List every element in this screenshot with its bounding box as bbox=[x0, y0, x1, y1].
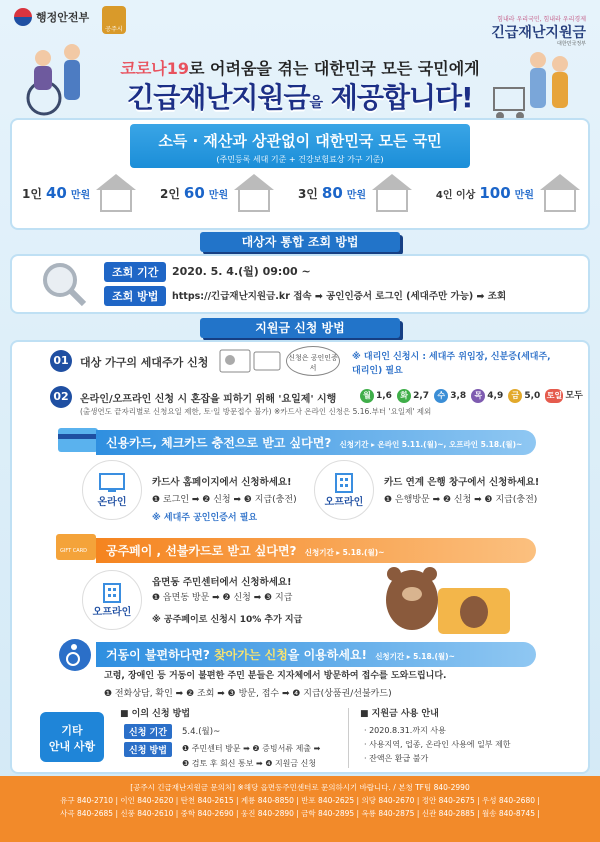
day-tue-digits: 2,7 bbox=[413, 391, 430, 401]
visit-band-c: 을 이용하세요! bbox=[287, 648, 367, 662]
objection-method-1: ❶ 주민센터 방문 ➡ ❷ 증빙서류 제출 ➡ bbox=[182, 744, 321, 753]
step-number-1: 01 bbox=[50, 350, 72, 372]
headline-highlight: 코로나19 bbox=[120, 59, 190, 78]
footer-line-1: [공주시 긴급재난지원금 문의처] ※해당 읍면동주민센터로 문의하시기 바랍니다. / 본청 TF팀 840-2990 bbox=[130, 783, 470, 792]
house-icon bbox=[538, 174, 582, 212]
headline-line2 bbox=[0, 76, 600, 116]
day-fri: 금 bbox=[508, 389, 522, 403]
online-title: 카드사 홈페이지에서 신청하세요! bbox=[152, 477, 292, 488]
footer-line-2: 유구 840-2710 | 이인 840-2620 | 탄천 840-2615 | 계룡 840-8850 | 반포 840-2625 | 의당 840-2670 | 정안 840-2675 | 우성 840-2680 | bbox=[60, 796, 540, 805]
offline-label: 오프라인 bbox=[324, 496, 364, 508]
day-wed-digits: 3,8 bbox=[450, 391, 467, 401]
objection-method-tag: 신청 방법 bbox=[124, 742, 172, 757]
tier-unit: 만원 bbox=[208, 189, 229, 201]
brand-title: 긴급재난지원금 bbox=[491, 25, 586, 41]
house-icon bbox=[232, 174, 276, 212]
day-mon: 월 bbox=[360, 389, 374, 403]
proxy-note: ※ 대리인 신청시 : 세대주 위임장, 신분증(세대주, 대리인) 필요 bbox=[352, 352, 551, 376]
building-icon bbox=[101, 583, 123, 603]
etc-label-box bbox=[40, 712, 104, 762]
day-thu: 목 bbox=[471, 389, 485, 403]
slogan: 힘내라 우리국민, 힘내라 우리경제 bbox=[497, 16, 586, 23]
gongju-offline-badge bbox=[82, 570, 142, 630]
gongju-pay-title: 공주페이 , 선불카드로 받고 싶다면? bbox=[106, 544, 297, 558]
eligibility-subtitle: (주민등록 세대 기준 + 건강보험료상 가구 기준) bbox=[216, 155, 384, 164]
taegeuk-icon bbox=[14, 8, 32, 26]
etc-label-2: 안내 사항 bbox=[48, 740, 96, 753]
monitor-icon bbox=[99, 473, 125, 493]
online-note: ※ 세대주 공인인증서 필요 bbox=[152, 513, 258, 523]
online-label: 온라인 bbox=[97, 496, 127, 508]
tier-1 bbox=[22, 174, 138, 212]
lookup-period: 2020. 5. 4.(월) 09:00 ~ bbox=[172, 265, 311, 278]
objection-method-2: ❸ 검토 후 회신 통보 ➡ ❹ 지원금 신청 bbox=[182, 759, 317, 768]
day-fri-digits: 5,0 bbox=[524, 391, 541, 401]
card-band-title: 신용카드, 체크카드 충전으로 받고 싶다면? bbox=[106, 436, 332, 450]
building-icon bbox=[333, 473, 355, 493]
house-icon bbox=[370, 174, 414, 212]
tier-amount: 40 bbox=[45, 184, 67, 202]
step-1-text: 대상 가구의 세대주가 신청 bbox=[80, 356, 209, 369]
step-number-2: 02 bbox=[50, 386, 72, 408]
objection-title-text: 이의 신청 방법 bbox=[131, 709, 191, 719]
wheelchair-icon bbox=[58, 638, 92, 672]
online-steps: ❶ 로그인 ➡ ❷ 신청 ➡ ❸ 지급(충전) bbox=[152, 495, 297, 505]
day-tue: 화 bbox=[397, 389, 411, 403]
online-badge bbox=[82, 460, 142, 520]
footer-line-3: 사곡 840-2685 | 신풍 840-2610 | 중학 840-2690 | 웅진 840-2890 | 금학 840-2895 | 옥룡 840-2875 | 신관 840-2885 | 월송 840-8745 | bbox=[60, 809, 540, 818]
tier-unit: 만원 bbox=[346, 189, 367, 201]
house-icon bbox=[94, 174, 138, 212]
bear-mascot-card-illustration bbox=[370, 560, 520, 640]
apply-section-title: 지원금 신청 방법 bbox=[200, 318, 400, 338]
eligibility-title: 소득 · 재산과 상관없이 대한민국 모든 국민 bbox=[158, 132, 442, 150]
usage-item: · 사용지역, 업종, 온라인 사용에 일부 제한 bbox=[364, 740, 511, 749]
visit-period: 신청기간 ▸ 5.18.(월)~ bbox=[375, 652, 455, 661]
eligibility-banner bbox=[130, 124, 470, 168]
offline-badge bbox=[314, 460, 374, 520]
lookup-method-label: 조회 방법 bbox=[104, 286, 166, 306]
gongju-pay-period: 신청기간 ▸ 5.18.(월)~ bbox=[304, 548, 385, 557]
day-thu-digits: 4,9 bbox=[487, 391, 504, 401]
lookup-method: https://긴급재난지원금.kr 접속 ➡ 공인인증서 로그인 (세대주만 가능) ➡ 조회 bbox=[172, 291, 507, 302]
lookup-period-label: 조회 기간 bbox=[104, 262, 166, 282]
visit-band-a: 거동이 불편하다면? bbox=[106, 648, 215, 662]
headline-particle: 을 bbox=[309, 95, 323, 111]
brand-subtitle: 대한민국정부 bbox=[557, 41, 586, 47]
tier-count: 3인 bbox=[297, 186, 318, 201]
speech-bubble: 신청은 공인인증서 bbox=[286, 346, 340, 376]
tier-count: 4인 이상 bbox=[435, 189, 476, 201]
id-card-icon bbox=[218, 346, 284, 380]
tier-count: 1인 bbox=[22, 186, 42, 201]
visit-band bbox=[96, 642, 536, 667]
headline-main-b: 제공합니다! bbox=[330, 81, 473, 114]
tier-3 bbox=[298, 174, 414, 212]
tier-2 bbox=[160, 174, 276, 212]
gongju-pay-where: 읍면동 주민센터에서 신청하세요! bbox=[152, 577, 292, 588]
card-period: 신청기간 ▸ 온라인 5.11.(월)~, 오프라인 5.18.(월)~ bbox=[339, 440, 523, 449]
tier-unit: 만원 bbox=[514, 189, 534, 201]
ministry-name: 행정안전부 bbox=[36, 11, 90, 24]
city-logo: 공주시 bbox=[102, 6, 126, 34]
day-wed: 수 bbox=[434, 389, 448, 403]
etc-divider bbox=[348, 708, 349, 768]
headline-rest: 로 어려움을 겪는 대한민국 모든 국민에게 bbox=[189, 59, 480, 78]
day-weekend: 토일 bbox=[545, 389, 563, 403]
objection-title: ■ 이의 신청 방법 bbox=[120, 709, 191, 719]
offline-steps: ❶ 은행방문 ➡ ❷ 신청 ➡ ❸ 지급(충전) bbox=[384, 495, 538, 505]
gongju-pay-steps: ❶ 읍면동 방문 ➡ ❷ 신청 ➡ ❸ 지급 bbox=[152, 593, 293, 603]
usage-title-text: 지원금 사용 안내 bbox=[371, 709, 439, 719]
amount-tiers bbox=[22, 174, 582, 212]
usage-item: · 2020.8.31.까지 사용 bbox=[364, 726, 446, 735]
usage-list bbox=[364, 724, 511, 766]
gongju-pay-note: ※ 공주페이로 신청시 10% 추가 지급 bbox=[152, 615, 303, 625]
weekday-schedule bbox=[358, 388, 583, 403]
step-2-text: 온라인/오프라인 신청 시 혼잡을 피하기 위해 '요일제' 시행 bbox=[80, 394, 337, 405]
day-mon-digits: 1,6 bbox=[376, 391, 392, 401]
contact-footer bbox=[0, 776, 600, 842]
usage-title: ■ 지원금 사용 안내 bbox=[360, 709, 439, 719]
etc-label-1: 기타 bbox=[61, 724, 83, 737]
visit-band-highlight: 찾아가는 신청 bbox=[214, 648, 288, 662]
gongju-offline-label: 오프라인 bbox=[92, 606, 132, 618]
day-weekend-digits: 모두 bbox=[565, 391, 583, 401]
gift-card-icon: GIFT CARD bbox=[56, 534, 96, 560]
objection-period: 5.4.(월)~ bbox=[182, 727, 221, 737]
lookup-section-title: 대상자 통합 조회 방법 bbox=[200, 232, 400, 252]
visit-steps: ❶ 전화상담, 확인 ➡ ❷ 조회 ➡ ❸ 방문, 접수 ➡ ❹ 지급(상품권/선불카드) bbox=[104, 689, 392, 699]
tier-4 bbox=[436, 174, 582, 212]
tier-amount: 80 bbox=[321, 184, 343, 202]
tier-amount: 100 bbox=[479, 184, 511, 202]
visit-desc: 고령, 장애인 등 거동이 불편한 주민 분들은 지자체에서 방문하여 접수를 도와드립니다. bbox=[104, 671, 447, 681]
ministry-logo bbox=[14, 8, 89, 26]
tier-count: 2인 bbox=[159, 186, 180, 201]
objection-period-tag: 신청 기간 bbox=[124, 724, 172, 739]
headline-main-a: 긴급재난지원금 bbox=[127, 81, 310, 114]
step-2-note: (출생연도 끝자리별로 신청요일 제한, 토·일 방문접수 불가) ※카드사 온라인 신청은 5.16.부터 '요일제' 제외 bbox=[80, 407, 432, 416]
card-band bbox=[96, 430, 536, 455]
usage-item: · 잔액은 환급 불가 bbox=[364, 754, 429, 763]
offline-title: 카드 연계 은행 창구에서 신청하세요! bbox=[384, 477, 540, 488]
tier-amount: 60 bbox=[183, 184, 205, 202]
magnifier-icon bbox=[40, 260, 88, 308]
tier-unit: 만원 bbox=[70, 189, 91, 201]
